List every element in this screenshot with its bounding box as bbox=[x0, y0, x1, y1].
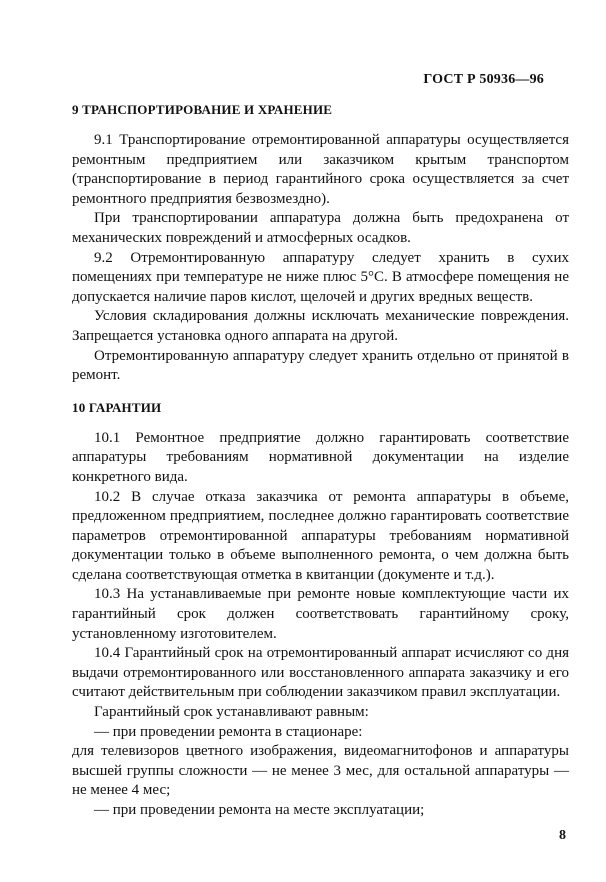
paragraph-9-1-transport-protection: При транспортировании аппаратура должна быть предохранена от механических повреждений и атмосферных осадков. bbox=[72, 210, 569, 246]
paragraph-9-2: 9.2 Отремонтированную аппаратуру следует хранить в сухих помещениях при температуре не ниже плюс 5°С. В атмосфере помещения не допускается наличие паров кислот, щелочей и других вредных веществ. bbox=[72, 249, 569, 305]
paragraph-10-4-warranty-intro: Гарантийный срок устанавливают равным: bbox=[94, 704, 369, 721]
document-code: ГОСТ Р 50936—96 bbox=[423, 72, 544, 87]
section-10-title: 10 ГАРАНТИИ bbox=[72, 399, 162, 415]
section-9-title: 9 ТРАНСПОРТИРОВАНИЕ И ХРАНЕНИЕ bbox=[72, 102, 333, 117]
paragraph-9-2-separate-storage: Отремонтированную аппаратуру следует хранить отдельно от принятой в ремонт. bbox=[72, 347, 569, 384]
paragraph-stationary-terms: для телевизоров цветного изображения, видеомагнитофонов и аппаратуры высшей группы сложности — не менее 3 мес, для остальной аппаратуры — не менее 4 мес; bbox=[72, 743, 569, 799]
page-number: 8 bbox=[559, 828, 566, 843]
paragraph-9-2-storage-conditions: Условия складирования должны исключать механические повреждения. Запрещается установка одного аппарата на другой. bbox=[72, 308, 569, 344]
paragraph-9-1: 9.1 Транспортирование отремонтированной аппаратуры осуществляется ремонтным предприятием или заказчиком крытым транспортом (транспортирование в период гарантийного срока осуществляется за счет ремонтного предприятия безвозмездно). bbox=[72, 132, 569, 207]
page-content bbox=[72, 100, 569, 821]
paragraph-10-1: 10.1 Ремонтное предприятие должно гарантировать соответствие аппаратуры требованиям нормативной документации на изделие конкретного вида. bbox=[72, 429, 569, 485]
list-item-stationary-repair: — при проведении ремонта в стационаре: bbox=[94, 723, 363, 740]
paragraph-10-2: 10.2 В случае отказа заказчика от ремонта аппаратуры в объеме, предложенном предприятием, последнее должно гарантировать соответствие параметров отремонтированной аппаратуры требованиям нормативной документации только в объеме выполненного ремонта, о чем должна быть сделана соответствующая отметка в квитанции (документе и т.д.). bbox=[72, 488, 569, 583]
paragraph-10-3: 10.3 На устанавливаемые при ремонте новые комплектующие части их гарантийный срок должен соответствовать гарантийному сроку, установленному изготовителем. bbox=[72, 586, 569, 642]
paragraph-10-4: 10.4 Гарантийный срок на отремонтированный аппарат исчисляют со дня выдачи отремонтированного или восстановленного аппарата заказчику и его считают действительным при соблюдении заказчиком правил эксплуатации. bbox=[72, 645, 569, 701]
list-item-onsite-repair: — при проведении ремонта на месте эксплуатации; bbox=[94, 802, 425, 818]
